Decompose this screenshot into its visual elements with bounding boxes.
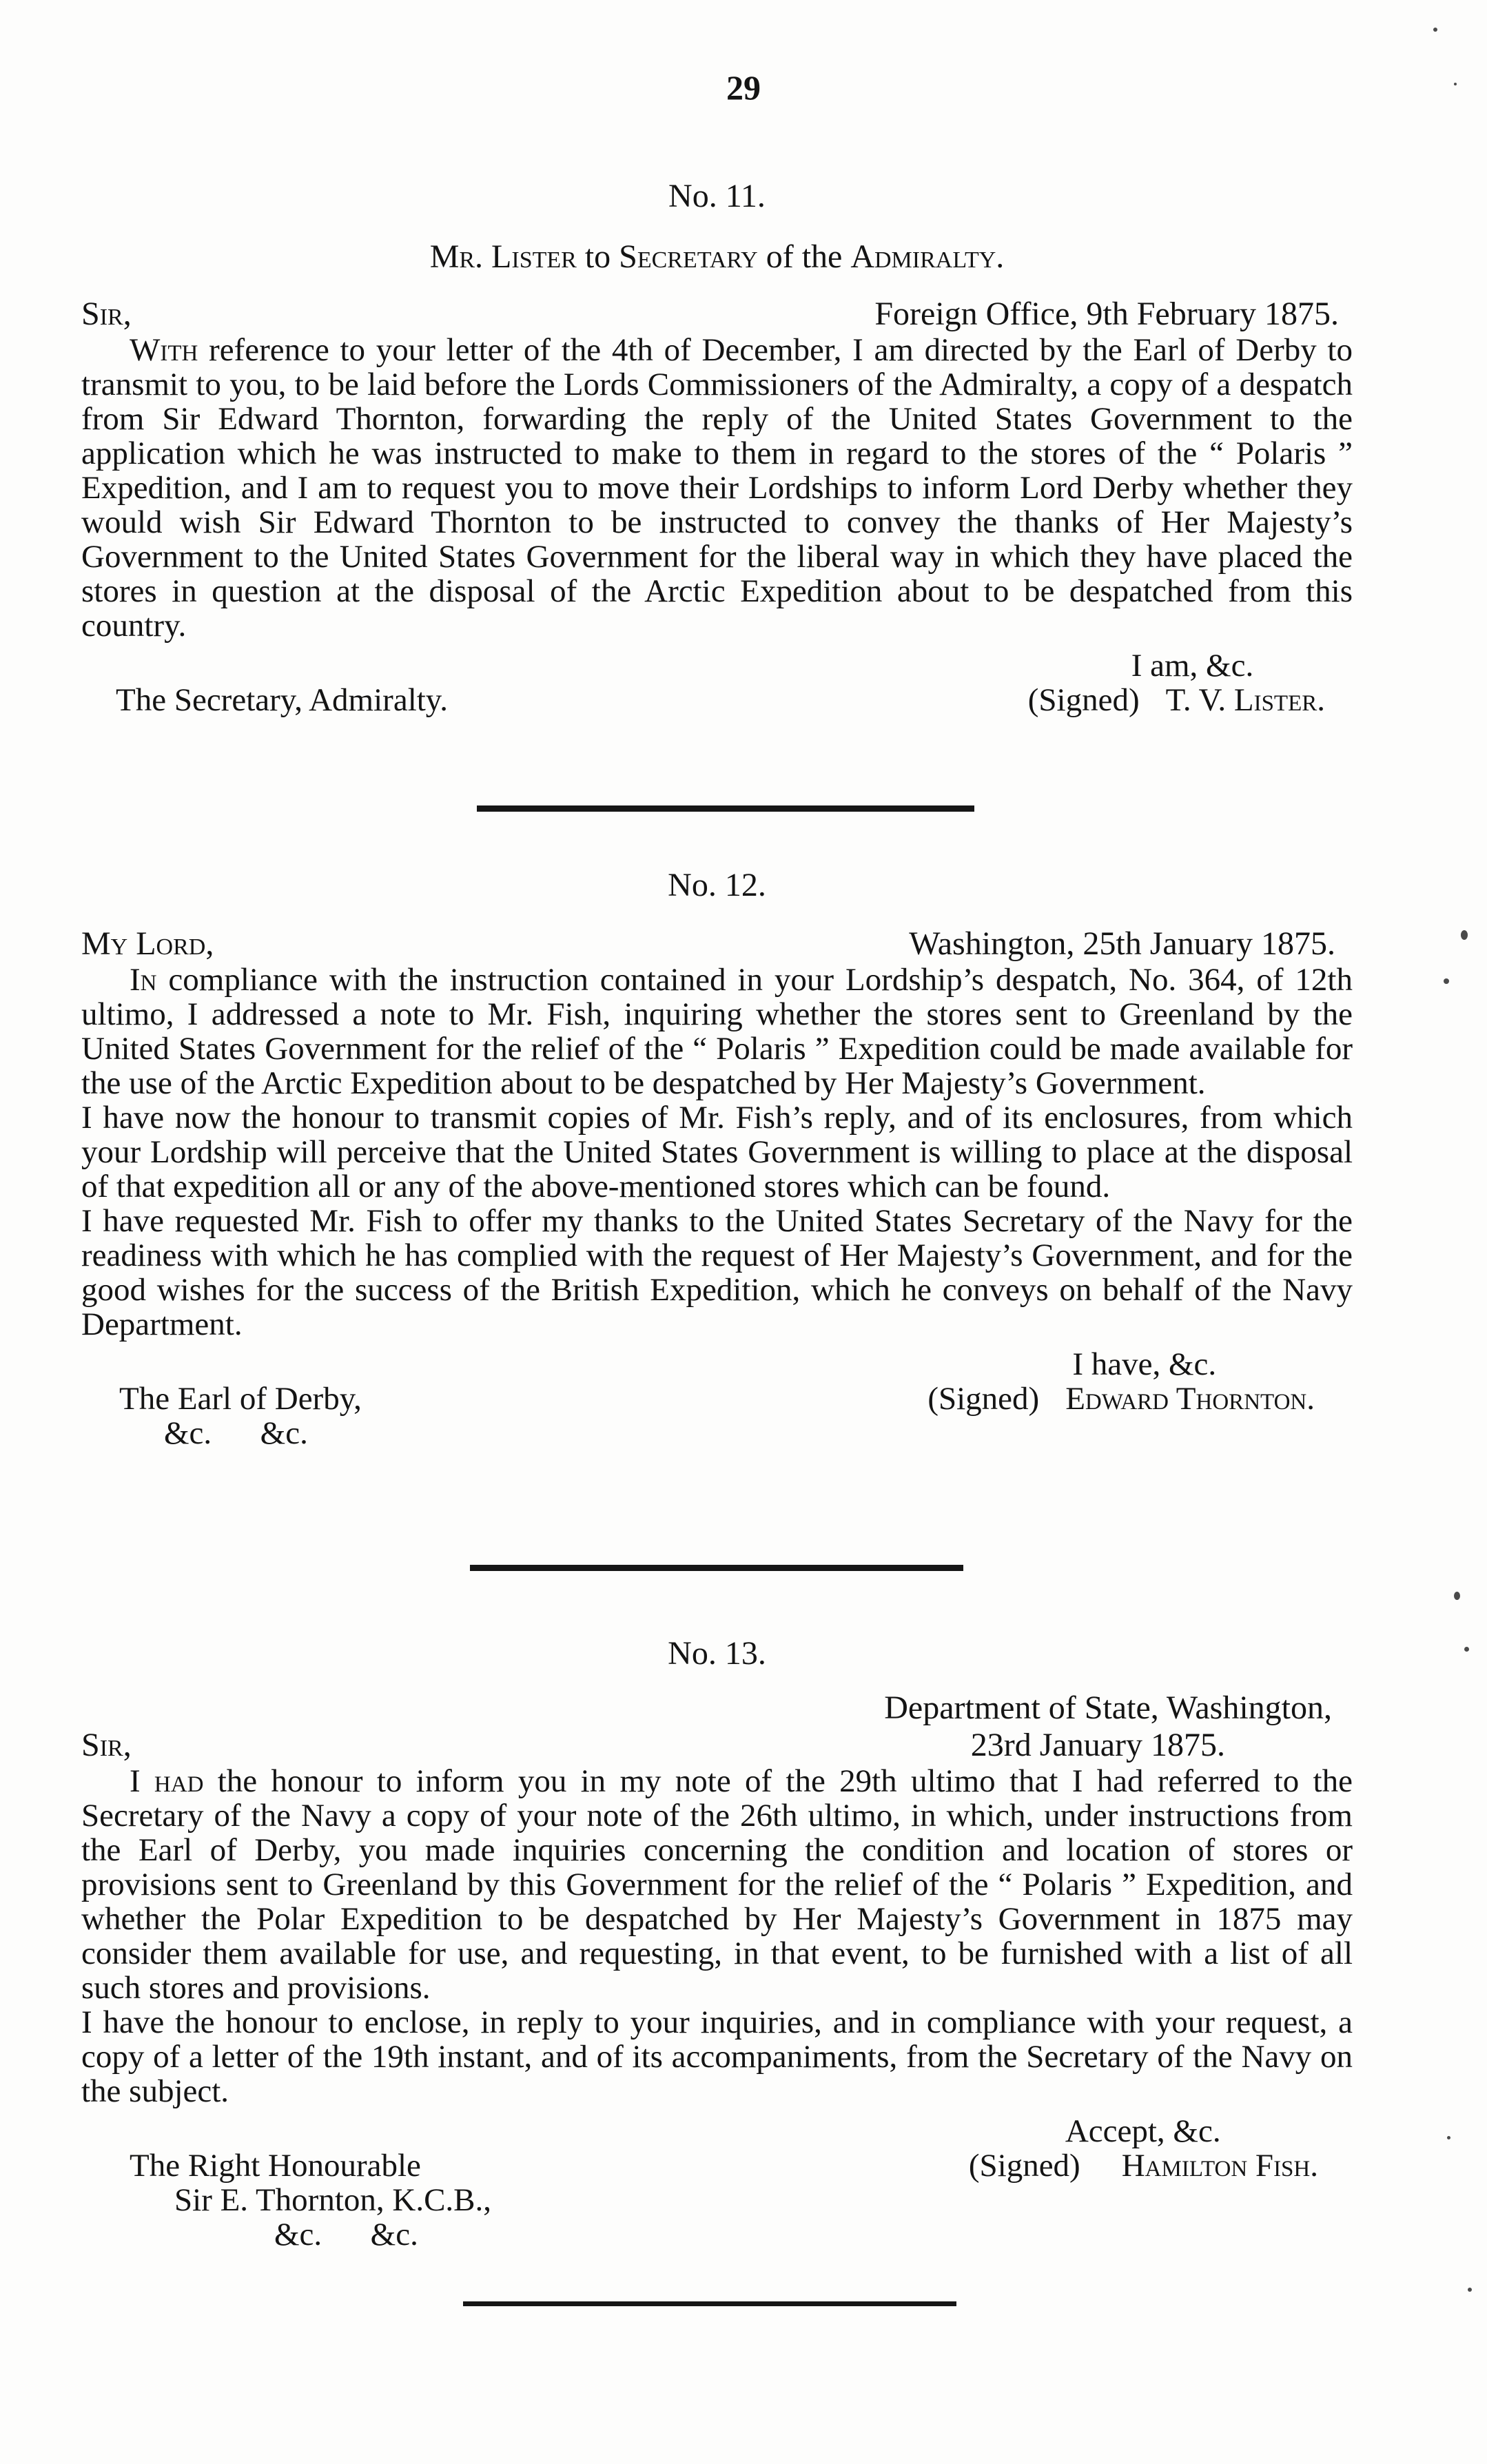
signature-block xyxy=(81,2114,1353,2252)
signed-line xyxy=(969,2148,1318,2183)
paragraph-text: reference to your letter of the 4th of December, I am directed by the Earl of Derby to transmit to you, to be laid before the Lords Commissioners of the Admiralty, a copy of a despatch from Sir Edward Thornton, forwarding the reply of the United States Government to the application which he was instructed to make to them in regard to the stores of the “ Polaris ” Expedition, and I am to request you to move their Lordships to inform Lord Derby whether they would wish Sir Edward Thornton to be instructed to convey the thanks of Her Majesty’s Government to the United States Government for the liberal way in which they have placed the stores in question at the disposal of the Arctic Expedition about to be despatched from this country. xyxy=(81,332,1353,644)
scan-speck xyxy=(1468,2288,1472,2292)
salutation-row xyxy=(81,925,1353,963)
scan-speck xyxy=(1444,978,1449,984)
place-date: Washington, 25th January 1875. xyxy=(909,925,1335,962)
lead-word: In xyxy=(130,962,157,998)
letter-number: No. 11. xyxy=(668,178,766,214)
addressee xyxy=(81,1347,362,1450)
scan-speck xyxy=(1447,2136,1450,2139)
heading-recipient: Secretary xyxy=(619,238,758,275)
signature xyxy=(1028,648,1353,717)
section-divider xyxy=(470,1565,963,1571)
place-date-line: Department of State, Washington, xyxy=(884,1690,1332,1726)
heading-office: Admiralty. xyxy=(850,238,1005,275)
signed-label: (Signed) xyxy=(927,1381,1040,1417)
salutation: My Lord, xyxy=(81,925,214,962)
signer-name: Edward Thornton. xyxy=(1065,1381,1315,1417)
scan-speck xyxy=(1464,1647,1469,1652)
paragraph xyxy=(81,1764,1353,2005)
place-date: Foreign Office, 9th February 1875. xyxy=(874,296,1339,332)
signed-line xyxy=(927,1382,1315,1416)
signature xyxy=(969,2114,1353,2252)
scan-speck xyxy=(1461,930,1468,940)
lead-word: I had xyxy=(130,1763,204,1799)
paragraph-text: compliance with the instruction contained in your Lordship’s despatch, No. 364, of 12th ultimo, I addressed a note to Mr. Fish, inquiring whether the stores sent to Greenland by the United States Government for the relief of the “ Polaris ” Expedition could be made available for the use of the Arctic Expedition about to be despatched by Her Majesty’s Government. xyxy=(81,962,1353,1101)
signed-line xyxy=(1028,683,1325,717)
addressee-line: Sir E. Thornton, K.C.B., xyxy=(174,2182,492,2218)
closing: I have, &c. xyxy=(1072,1346,1217,1382)
place-date-line: 23rd January 1875. xyxy=(970,1727,1225,1763)
signature-block xyxy=(81,648,1353,717)
closing: I am, &c. xyxy=(1131,648,1254,684)
heading-of-the: of the xyxy=(757,238,851,275)
letter-heading xyxy=(81,236,1353,278)
addressee-line: The Secretary, Admiralty. xyxy=(116,682,449,718)
salutation-row xyxy=(81,296,1353,333)
addressee-line: &c. &c. xyxy=(274,2217,418,2252)
scan-speck xyxy=(1454,1592,1460,1600)
closing: Accept, &c. xyxy=(1065,2113,1221,2149)
addressee-line: &c. &c. xyxy=(164,1415,308,1451)
addressee-line: The Earl of Derby, xyxy=(119,1381,362,1417)
paragraph: I have the honour to enclose, in reply to your inquiries, and in compliance with your request, a copy of a letter of the 19th instant, and of its accompaniments, from the Secretary of the Navy on the subject. xyxy=(81,2004,1353,2109)
signed-label: (Signed) xyxy=(968,2148,1080,2184)
section-divider xyxy=(477,805,974,812)
signer-name: T. V. Lister. xyxy=(1165,682,1325,718)
addressee xyxy=(81,2114,491,2252)
paragraph: I have requested Mr. Fish to offer my thanks to the United States Secretary of the Navy for the readiness with which he has complied with the request of Her Majesty’s Government, and for the good wishes for the success of the British Expedition, which he conveys on behalf of the Navy Department. xyxy=(81,1203,1353,1342)
letter-body xyxy=(81,963,1353,1342)
place-date xyxy=(81,1690,1353,1727)
salutation: Sir, xyxy=(81,1727,132,1763)
section-divider xyxy=(463,2301,956,2306)
lead-word: With xyxy=(130,332,198,368)
letter-no-13 xyxy=(81,1633,1353,2252)
signed-label: (Signed) xyxy=(1027,682,1140,718)
letter-no-12 xyxy=(81,865,1353,1450)
addressee-line: The Right Honourable xyxy=(130,2148,421,2184)
page-number: 29 xyxy=(726,68,761,107)
scan-speck xyxy=(1433,28,1437,32)
paragraph xyxy=(81,333,1353,643)
signature xyxy=(927,1347,1353,1450)
paragraph: I have now the honour to transmit copies of Mr. Fish’s reply, and of its enclosures, from which your Lordship will perceive that the United States Government is willing to place at the disposal of that expedition all or any of the above-mentioned stores which can be found. xyxy=(81,1100,1353,1204)
letter-number: No. 12. xyxy=(668,867,766,903)
heading-sender: Mr. Lister xyxy=(429,238,577,275)
letter-no-11 xyxy=(81,176,1353,717)
signer-name: Hamilton Fish. xyxy=(1121,2148,1318,2184)
paragraph-text: the honour to inform you in my note of the 29th ultimo that I had referred to the Secretary of the Navy a copy of your note of the 26th ultimo, in which, under instructions from the Earl of Derby, you made inquiries concerning the condition and location of stores or provisions sent to Greenland by this Government for the relief of the “ Polaris ” Expedition, and whether the Polar Expedition to be despatched by Her Majesty’s Government in 1875 may consider them available for use, and requesting, in that event, to be furnished with a list of all such stores and provisions. xyxy=(81,1763,1353,2006)
letter-body xyxy=(81,333,1353,643)
paragraph xyxy=(81,963,1353,1100)
heading-to: to xyxy=(576,238,619,275)
letter-body xyxy=(81,1764,1353,2108)
letter-number: No. 13. xyxy=(668,1635,766,1672)
signature-block xyxy=(81,1347,1353,1450)
salutation: Sir, xyxy=(81,296,132,332)
salutation-row xyxy=(81,1727,1353,1764)
addressee xyxy=(81,648,448,717)
